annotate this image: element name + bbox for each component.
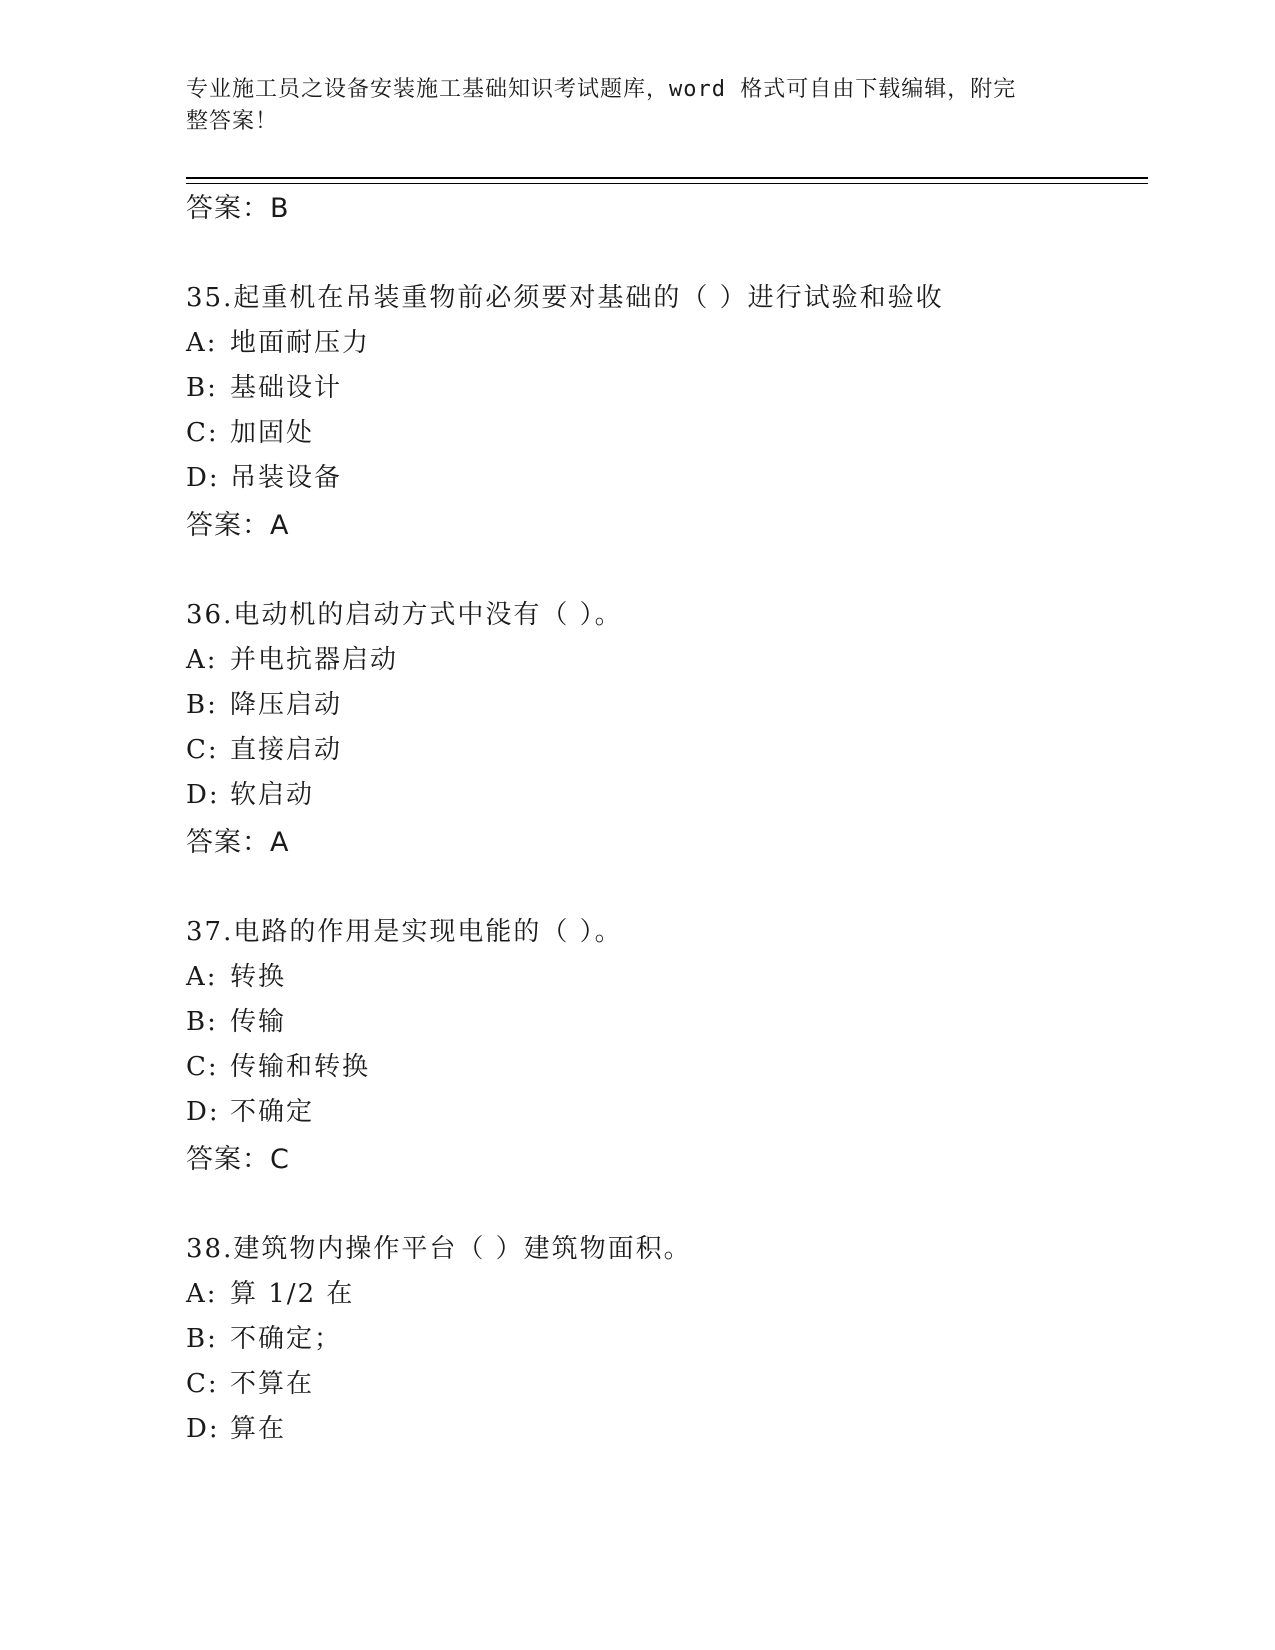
option-b [186,1000,1146,1045]
option-a [186,638,1146,683]
option-a [186,1272,1146,1317]
question-38 [186,1227,1146,1452]
option-text: 吊装设备 [230,463,343,493]
option-c [186,411,1146,456]
question-stem: 35.起重机在吊装重物前必须要对基础的（ ）进行试验和验收 [186,283,944,313]
option-key: C: [186,735,219,765]
option-key: C: [186,1369,219,1399]
option-text: 降压启动 [230,690,343,720]
option-key: A: [186,1279,218,1309]
header-rule-thin [186,183,1148,184]
option-d [186,773,1146,818]
option-b [186,683,1146,728]
option-text: 地面耐压力 [230,328,371,358]
option-d [186,456,1146,501]
option-text: 基础设计 [230,373,343,403]
question-stem: 38.建筑物内操作平台（ ）建筑物面积。 [186,1234,692,1264]
option-c [186,728,1146,773]
option-text: 算在 [230,1414,287,1444]
option-d [186,1407,1146,1452]
option-a [186,321,1146,366]
option-text: 算 1/2 在 [230,1279,355,1309]
option-text: 并电抗器启动 [230,645,399,675]
option-key: B: [186,690,218,720]
option-key: A: [186,328,218,358]
option-key: D: [186,780,220,810]
answer-37: 答案：C [186,1144,290,1175]
option-key: A: [186,645,218,675]
question-stem: 36.电动机的启动方式中没有（ ）。 [186,600,623,630]
option-key: B: [186,1007,218,1037]
option-text: 直接启动 [230,735,343,765]
answer-36: 答案：A [186,827,290,858]
option-text: 不确定 [230,1097,315,1127]
option-text: 传输 [230,1007,287,1037]
option-key: B: [186,1324,218,1354]
option-c [186,1045,1146,1090]
option-c [186,1362,1146,1407]
option-b [186,366,1146,411]
option-key: C: [186,1052,219,1082]
header-rule-thick [186,177,1148,179]
document-header [186,74,1066,138]
option-text: 传输和转换 [230,1052,371,1082]
question-37 [186,910,1146,1135]
option-text: 加固处 [230,418,315,448]
option-key: D: [186,463,220,493]
option-key: D: [186,1414,220,1444]
option-text: 软启动 [230,780,315,810]
answer-35: 答案：A [186,510,290,541]
option-a [186,955,1146,1000]
option-key: B: [186,373,218,403]
question-36 [186,593,1146,818]
option-text: 不算在 [230,1369,315,1399]
option-text: 不确定； [230,1324,343,1354]
option-key: C: [186,418,219,448]
option-d [186,1090,1146,1135]
header-line-1: 专业施工员之设备安装施工基础知识考试题库，word 格式可自由下载编辑，附完 [186,77,1017,102]
option-text: 转换 [230,962,287,992]
question-stem: 37.电路的作用是实现电能的（ ）。 [186,917,623,947]
question-35 [186,276,1146,501]
header-line-2: 整答案！ [186,109,279,134]
option-b [186,1317,1146,1362]
answer-34: 答案：B [186,193,290,224]
option-key: A: [186,962,218,992]
option-key: D: [186,1097,220,1127]
